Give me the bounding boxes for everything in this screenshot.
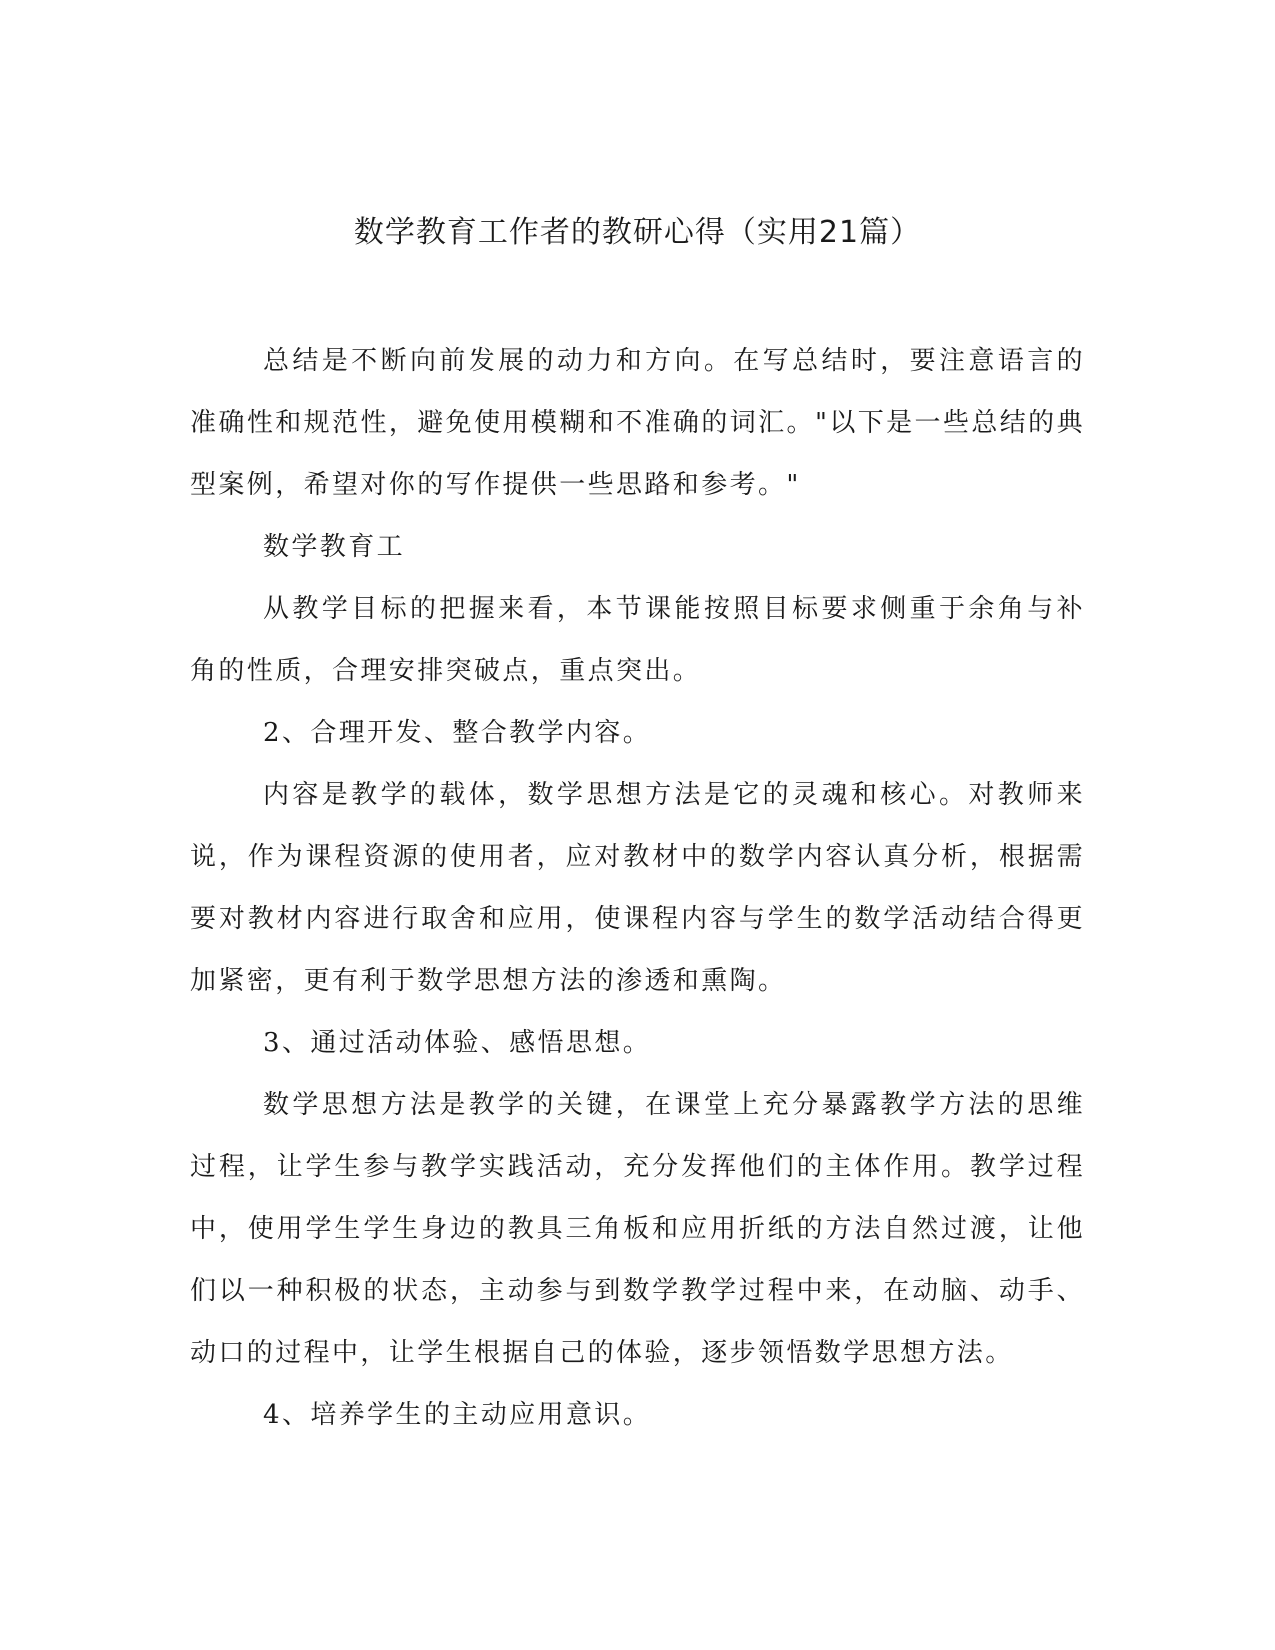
document-body [190, 330, 1085, 1446]
paragraph-section-heading: 数学教育工 [263, 532, 406, 562]
paragraph-teaching-goals: 从教学目标的把握来看，本节课能按照目标要求侧重于余角与补角的性质，合理安排突破点，重点突出。 [190, 594, 1085, 686]
paragraph-thinking-methods: 数学思想方法是教学的关键，在课堂上充分暴露教学方法的思维过程，让学生参与教学实践活动，充分发挥他们的主体作用。教学过程中，使用学生学生身边的教具三角板和应用折纸的方法自然过渡，让他们以一种积极的状态，主动参与到数学教学过程中来，在动脑、动手、动口的过程中，让学生根据自己的体验，逐步领悟数学思想方法。 [190, 1090, 1085, 1368]
paragraph-content-carrier: 内容是教学的载体，数学思想方法是它的灵魂和核心。对教师来说，作为课程资源的使用者，应对教材中的数学内容认真分析，根据需要对教材内容进行取舍和应用，使课程内容与学生的数学活动结合得更加紧密，更有利于数学思想方法的渗透和熏陶。 [190, 780, 1085, 996]
document-title: 数学教育工作者的教研心得（实用21篇） [353, 215, 922, 250]
paragraph-point-4: 4、培养学生的主动应用意识。 [263, 1400, 652, 1430]
paragraph-point-2: 2、合理开发、整合教学内容。 [263, 718, 652, 748]
paragraph-point-3: 3、通过活动体验、感悟思想。 [263, 1028, 652, 1058]
paragraph-intro: 总结是不断向前发展的动力和方向。在写总结时，要注意语言的准确性和规范性，避免使用模糊和不准确的词汇。"以下是一些总结的典型案例，希望对你的写作提供一些思路和参考。" [190, 346, 1085, 500]
